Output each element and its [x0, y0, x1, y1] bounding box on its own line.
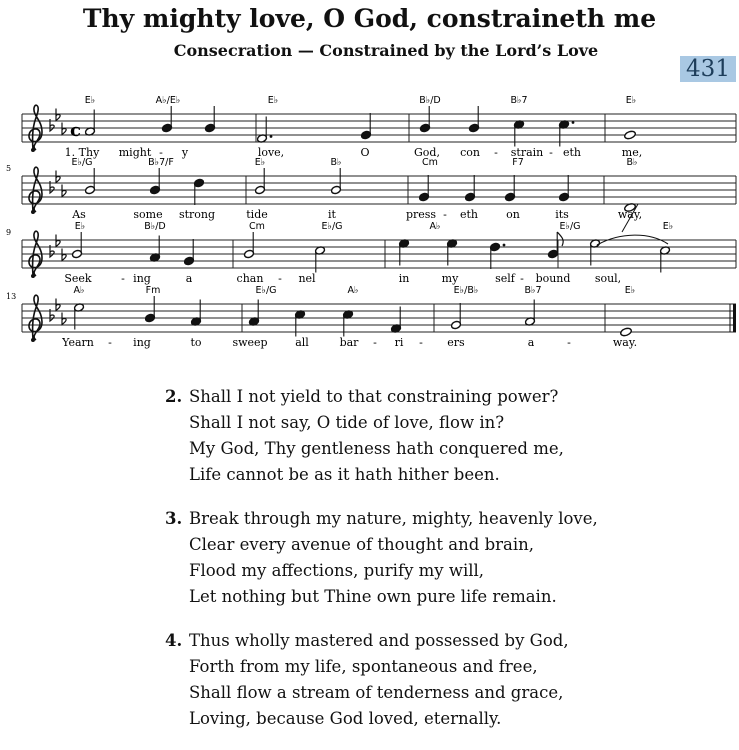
lyric-syllable: - — [419, 336, 423, 349]
note — [451, 303, 462, 330]
chord-symbol: A♭ — [73, 285, 85, 296]
note — [255, 168, 266, 195]
note — [150, 168, 161, 195]
chord-symbol: B♭7/F — [148, 157, 174, 168]
chord-symbol: B♭7 — [510, 95, 528, 106]
lyric-syllable: chan — [236, 272, 264, 285]
lyric-syllable: bar — [339, 336, 359, 349]
treble-clef-icon — [29, 105, 42, 152]
chord-symbol: E♭/G — [255, 285, 277, 296]
lyric-syllable: Seek — [64, 272, 92, 285]
chord-symbol: A♭ — [429, 221, 441, 232]
common-time-signature: c — [70, 120, 81, 141]
measure-number: 5 — [6, 164, 12, 173]
lyric-syllable: - — [549, 146, 553, 159]
chord-symbol: A♭ — [347, 285, 359, 296]
verse-line: Let nothing but Thine own pure life remain. — [189, 587, 557, 606]
lyric-syllable: - — [567, 336, 571, 349]
verses — [165, 384, 725, 750]
chord-symbol: E♭ — [267, 95, 279, 106]
verse-2 — [165, 384, 725, 488]
chord-symbol: E♭ — [625, 95, 637, 106]
lyric-syllable: self — [495, 272, 515, 285]
chord-symbol: E♭ — [662, 221, 674, 232]
note — [420, 106, 431, 133]
treble-clef-icon — [29, 231, 42, 278]
hymn-number-badge: 431 — [680, 56, 736, 82]
note — [624, 130, 637, 140]
lyric-syllable: eth — [459, 208, 479, 221]
lyric-syllable: God, — [414, 146, 440, 159]
chord-symbol: E♭ — [254, 157, 266, 168]
lyric-syllable: in — [398, 272, 410, 285]
verse-number: 3. — [165, 509, 183, 528]
chord-symbol: E♭ — [74, 221, 86, 232]
chord-symbol: F7 — [512, 157, 524, 168]
lyric-syllable: eth — [562, 146, 582, 159]
chord-symbol: B♭ — [330, 157, 342, 168]
chord-symbol: A♭/E♭ — [155, 95, 181, 106]
lyric-syllable: might — [118, 146, 152, 159]
verse-3 — [165, 506, 725, 610]
verse-line: Life cannot be as it hath hither been. — [189, 465, 500, 484]
lyric-syllable: - — [108, 336, 112, 349]
chord-symbol: E♭/B♭ — [453, 285, 479, 296]
note — [72, 232, 83, 259]
lyric-syllable: strong — [178, 208, 216, 221]
note — [548, 232, 564, 259]
note — [162, 106, 173, 133]
lyric-syllable: soul, — [594, 272, 622, 285]
lyric-syllable: ing — [133, 272, 151, 285]
verse-number: 4. — [165, 631, 183, 650]
lyric-syllable: a — [527, 336, 535, 349]
lyric-syllable: it — [328, 208, 336, 221]
note — [194, 178, 205, 205]
chord-symbol: B♭ — [626, 157, 638, 168]
chord-symbol: B♭/D — [419, 95, 441, 106]
chord-symbol: B♭7 — [524, 285, 542, 296]
lyric-syllable: way, — [617, 208, 643, 221]
staff-system — [22, 176, 736, 204]
chord-symbol: Cm — [249, 221, 265, 232]
verse-line: Forth from my life, spontaneous and free, — [189, 657, 538, 676]
note — [361, 113, 372, 140]
treble-clef-icon — [29, 295, 42, 342]
verse-line: Shall flow a stream of tenderness and grace, — [189, 683, 564, 702]
lyric-syllable: ers — [447, 336, 465, 349]
chord-symbol: B♭/D — [144, 221, 166, 232]
lyric-syllable: - — [278, 272, 282, 285]
lyric-syllable: ing — [133, 336, 151, 349]
chord-symbol: E♭/G — [71, 157, 93, 168]
lyric-syllable: all — [295, 336, 309, 349]
note — [419, 175, 430, 202]
verse-line: My God, Thy gentleness hath conquered me, — [189, 439, 564, 458]
lyric-syllable: way. — [612, 336, 638, 349]
lyric-syllable: O — [360, 146, 370, 159]
treble-clef-icon — [29, 167, 42, 214]
hymn-title: Thy mighty love, O God, constraineth me — [82, 4, 657, 33]
verse-line: Break through my nature, mighty, heavenly love, — [189, 509, 598, 528]
verse-line: Flood my affections, purify my will, — [189, 561, 485, 580]
note — [205, 106, 216, 133]
note — [505, 175, 516, 202]
lyric-syllable: ri — [394, 336, 404, 349]
note — [490, 242, 506, 269]
music-score — [0, 0, 739, 370]
measure-number: 13 — [6, 292, 17, 301]
lyric-syllable: con — [460, 146, 480, 159]
lyric-syllable: its — [555, 208, 569, 221]
lyric-syllable: As — [72, 208, 86, 221]
note — [85, 168, 96, 195]
lyric-syllable: - — [494, 146, 498, 159]
lyric-syllable: my — [441, 272, 459, 285]
chord-symbol: E♭ — [84, 95, 96, 106]
lyric-syllable: press — [405, 208, 437, 221]
verse-line: Shall I not yield to that constraining power? — [189, 387, 559, 406]
lyric-syllable: some — [133, 208, 163, 221]
verse-line: Clear every avenue of thought and brain, — [189, 535, 535, 554]
lyric-syllable: - — [520, 272, 524, 285]
lyric-syllable: y — [181, 146, 189, 159]
lyric-syllable: bound — [535, 272, 571, 285]
note — [559, 175, 570, 202]
note — [244, 232, 255, 259]
lyric-syllable: 1. Thy — [64, 146, 100, 159]
lyric-syllable: strain — [510, 146, 544, 159]
note — [469, 106, 480, 133]
hymn-subtitle: Consecration — Constrained by the Lord’s Love — [173, 41, 599, 60]
lyric-syllable: to — [190, 336, 202, 349]
lyric-syllable: - — [443, 208, 447, 221]
lyric-syllable: - — [373, 336, 377, 349]
lyric-syllable: Yearn — [62, 336, 94, 349]
staff-system — [22, 240, 736, 268]
verse-line: Shall I not say, O tide of love, flow in? — [189, 413, 505, 432]
lyric-syllable: - — [159, 146, 163, 159]
chord-symbol: E♭/G — [321, 221, 343, 232]
verse-4 — [165, 628, 725, 732]
lyric-syllable: sweep — [232, 336, 268, 349]
chord-symbol: Cm — [422, 157, 438, 168]
note — [331, 168, 342, 195]
measure-number: 9 — [6, 228, 12, 237]
note — [465, 175, 476, 202]
chord-symbol: E♭ — [624, 285, 636, 296]
note — [184, 239, 195, 266]
lyric-syllable: on — [506, 208, 520, 221]
chord-symbol: E♭/G — [559, 221, 581, 232]
verse-line: Thus wholly mastered and possessed by God, — [189, 631, 569, 650]
chord-symbol: Fm — [145, 285, 161, 296]
lyric-syllable: tide — [246, 208, 268, 221]
verse-number: 2. — [165, 387, 183, 406]
note — [145, 296, 156, 323]
verse-line: Loving, because God loved, eternally. — [189, 709, 502, 728]
lyric-syllable: love, — [257, 146, 285, 159]
lyric-syllable: a — [185, 272, 193, 285]
lyric-syllable: me, — [621, 146, 643, 159]
lyric-syllable: nel — [298, 272, 316, 285]
lyric-syllable: - — [121, 272, 125, 285]
